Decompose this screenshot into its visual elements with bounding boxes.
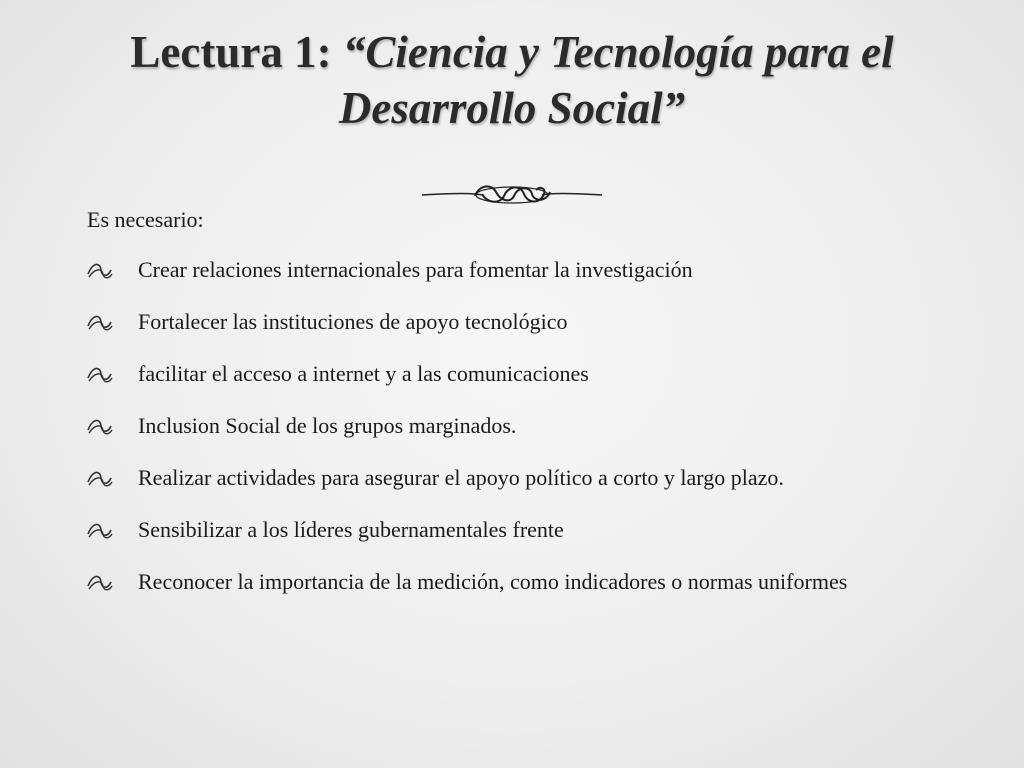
list-item — [87, 570, 947, 594]
bullet-text: Inclusion Social de los grupos marginados. — [138, 413, 517, 438]
double-loop-bullet-icon — [87, 572, 113, 592]
list-item — [87, 258, 947, 282]
list-item — [87, 310, 947, 334]
flourish-divider-icon — [420, 180, 604, 210]
bullet-text: Fortalecer las instituciones de apoyo tecnológico — [138, 309, 568, 334]
double-loop-bullet-icon — [87, 260, 113, 280]
bullet-text: Sensibilizar a los líderes gubernamentales frente — [138, 517, 564, 542]
bullet-list — [87, 258, 947, 622]
title-quoted: “Ciencia y Tecnología para el Desarrollo Social” — [338, 27, 894, 133]
list-item — [87, 466, 947, 490]
list-item — [87, 414, 947, 438]
bullet-text: facilitar el acceso a internet y a las comunicaciones — [138, 361, 589, 386]
double-loop-bullet-icon — [87, 520, 113, 540]
double-loop-bullet-icon — [87, 364, 113, 384]
double-loop-bullet-icon — [87, 468, 113, 488]
bullet-text: Crear relaciones internacionales para fomentar la investigación — [138, 257, 693, 282]
slide-title — [40, 24, 984, 136]
double-loop-bullet-icon — [87, 416, 113, 436]
bullet-text: Reconocer la importancia de la medición, como indicadores o normas uniformes — [138, 569, 848, 594]
intro-text: Es necesario: — [87, 207, 204, 232]
double-loop-bullet-icon — [87, 312, 113, 332]
title-lead: Lectura 1: — [130, 27, 343, 77]
list-item — [87, 518, 947, 542]
bullet-text: Realizar actividades para asegurar el apoyo político a corto y largo plazo. — [138, 465, 784, 490]
list-item — [87, 362, 947, 386]
